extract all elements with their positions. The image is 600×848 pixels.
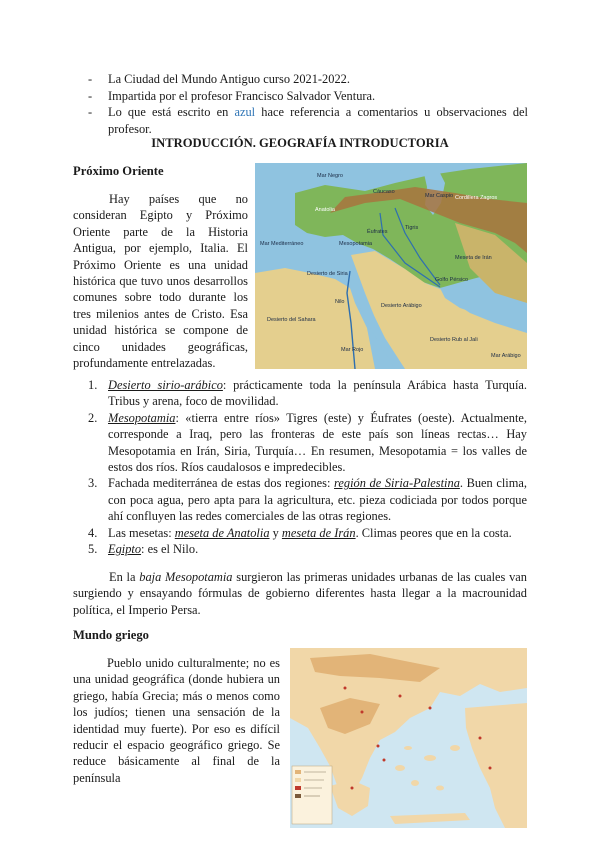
region-term: región de Siria-Palestina [334,476,460,491]
bullet-dash: - [88,105,93,119]
region-number: 2. [88,410,98,425]
label-eufrates: Éufrates [367,229,388,235]
paragraph-text: Pueblo unido culturalmente; no es una unidad geográfica (donde hubiera un griego, había Grecia; más o menos como los judíos; tienen una sensación de la identidad muy fuerte). Por eso es difícil reducir el espacio geográfico griego. Se reduce básicamente al final de la península [73,656,280,785]
baja-pre: En la [109,570,140,584]
region-pre: Las mesetas: [108,525,175,540]
heading-proximo-oriente: Próximo Oriente [73,164,164,178]
region-text [108,377,527,410]
section-title: INTRODUCCIÓN. GEOGRAFÍA INTRODUCTORIA [151,136,449,150]
label-desierto-siria: Desierto de Siria [307,271,348,277]
region-number: 5. [88,542,98,557]
intro-bullet [88,104,528,137]
label-desierto-arabigo: Desierto Arábigo [381,303,422,309]
region-description: . Climas peores que en la costa. [355,525,512,540]
label-rub-al-jali: Desierto Rub al Jali [430,337,478,343]
region-text [108,410,527,476]
label-desierto-sahara: Desierto del Sahara [267,317,316,323]
region-description: : prácticamente toda la península Arábica hasta Turquía. Tribus y arena, foco de movilidad. [108,378,528,409]
regions-list [88,377,527,557]
paragraph-mundo-griego [73,655,280,786]
label-nilo: Nilo [335,299,345,305]
bullet-text [108,104,528,137]
paragraph-text: Hay países que no consideran Egipto y Próximo Oriente parte de la Historia Antigua, por ejemplo, Italia. El Próximo Oriente es una unidad histórica que tuvo unos desarrollos comunes sobre todo durante los tres milenios antes de Cristo. Esa unidad histórica se compone de cinco unidades geográficas, profundamente entrelazadas. [73,192,248,371]
blue-highlight-word: azul [234,105,256,119]
label-meseta-iran: Meseta de Irán [455,255,492,261]
label-caucaso: Cáucaso [373,189,395,195]
bullet-text: Impartida por el profesor Francisco Salvador Ventura. [108,88,376,103]
region-text [108,525,527,541]
region-term: Mesopotamia [108,410,176,425]
label-anatolia: Anatolia [315,207,335,213]
region-description: . Buen clima, con poca agua, pero apta para la agricultura, etc. pieza codiciada por todos porque ahí confluyen las redes comerciales de las otras regiones. [108,476,527,524]
region-pre: Fachada mediterránea de estas dos regiones: [108,476,335,491]
region-mid: y [269,525,282,540]
region-text [108,541,527,557]
region-item [88,525,527,541]
region-term: Egipto [108,542,142,557]
region-term: meseta de Anatolia [174,525,270,540]
region-item [88,541,527,557]
label-cordillera-zagros: Cordillera Zagros [455,195,498,201]
label-mar-mediterraneo: Mar Mediterráneo [260,241,304,247]
label-mar-negro: Mar Negro [317,173,343,179]
region-item [88,475,527,524]
bullet-dash: - [88,72,93,86]
label-golfo-persico: Golfo Pérsico [435,277,469,283]
label-mar-rojo: Mar Rojo [341,347,364,353]
intro-bullet-list [88,71,528,137]
region-item [88,377,527,410]
near-east-map [255,163,527,369]
baja-term: baja Mesopotamia [139,570,233,584]
label-mar-caspio: Mar Caspio [425,193,454,199]
label-mesopotamia: Mesopotamia [339,241,373,247]
baja-text: surgieron las primeras unidades urbanas de las cuales van surgiendo y ensayando fórmulas de gobierno diferentes hasta llegar a la macrounidad política, el Imperio Persa. [73,570,527,617]
paragraph-proximo-oriente [73,191,248,371]
greek-world-map [290,648,527,828]
region-number: 4. [88,525,98,540]
region-text [108,475,527,524]
bullet-text: La Ciudad del Mundo Antiguo curso 2021-2022. [108,72,350,86]
region-number: 1. [88,378,98,392]
region-description: : «tierra entre ríos» Tigres (este) y Éufrates (oeste). Actualmente, corresponde a Iraq, pero las fronteras de este país son líneas rectas… Hay Mesopotamia en Irán, Siria, Turquía… En resumen, Mesopotamia = los valles de estos dos ríos. Ríos caudalosos e impredecibles. [108,410,527,475]
bullet-text-post: hace referencia a comentarios u observaciones del profesor. [108,105,528,136]
region-number: 3. [88,476,98,491]
heading-mundo-griego: Mundo griego [73,628,149,642]
bullet-dash: - [88,88,93,103]
region-term: Desierto sirio-arábico [108,378,223,392]
intro-bullet [88,88,528,105]
region-term-2: meseta de Irán [281,525,356,540]
paragraph-baja-mesopotamia [73,569,527,618]
intro-bullet [88,71,528,88]
region-item [88,410,527,476]
label-tigris: Tigris [405,225,419,231]
region-description: : es el Nilo. [141,542,199,557]
bullet-text-pre: Lo que está escrito en [108,105,235,119]
label-mar-arabigo: Mar Arábigo [491,353,521,359]
